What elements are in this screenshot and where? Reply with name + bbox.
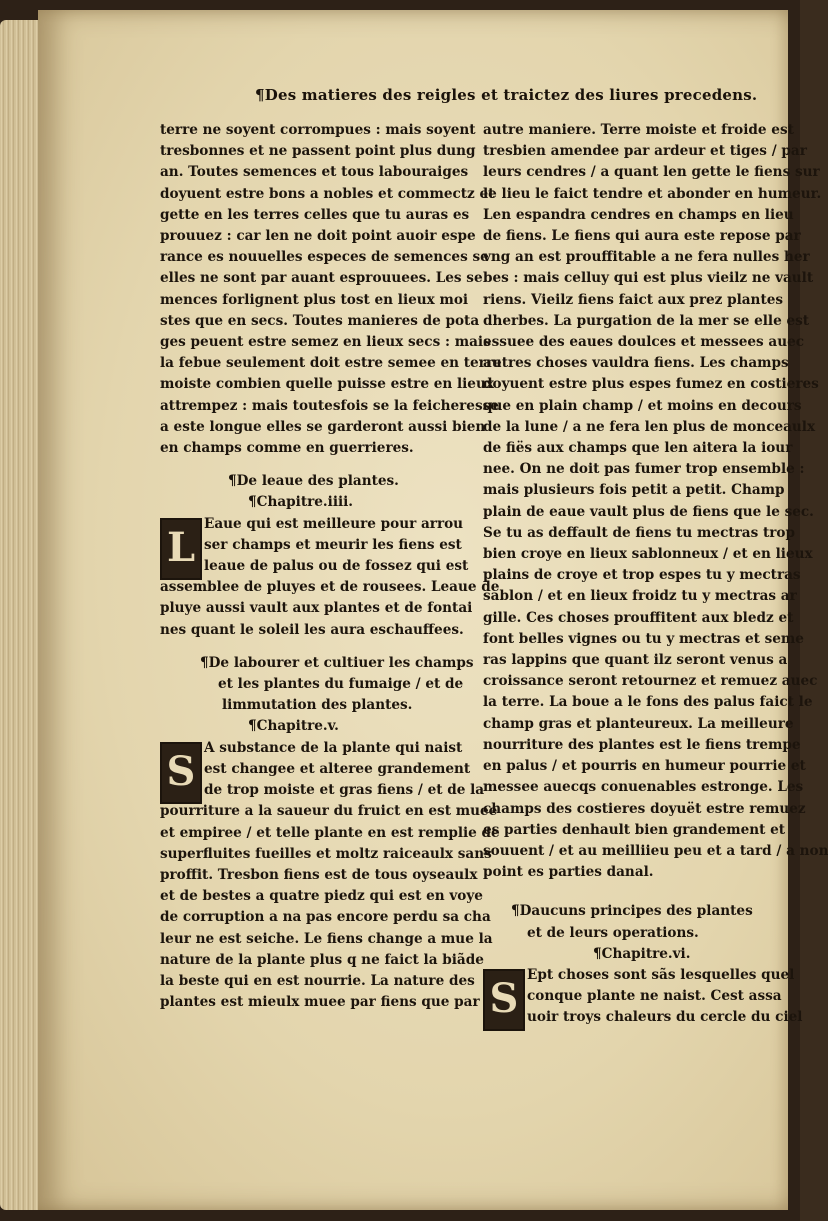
left-column xyxy=(160,120,502,1013)
text-line: Se tu as deffault de fiens tu mectras trop xyxy=(483,524,796,541)
text-line: uoir troys chaleurs du cercle du ciel xyxy=(527,1009,803,1026)
text-line: nes quant le soleil les aura eschauffees. xyxy=(160,621,464,638)
text-line: riens. Vieilz fiens faict aux prez plantes xyxy=(483,291,784,308)
text-line: bes : mais celluy qui est plus vieilz ne vault xyxy=(483,270,814,287)
text-line: mences forlignent plus tost en lieux moi xyxy=(160,291,469,308)
text-line: autre maniere. Terre moiste et froide est xyxy=(483,122,794,138)
text-line: elles ne sont par auant esprouuees. Les se xyxy=(160,270,483,287)
text-line: autres choses vauldra fiens. Les champs xyxy=(483,355,789,372)
right-paragraph-2 xyxy=(483,965,803,1029)
section-heading: et de leurs operations. xyxy=(527,924,699,941)
text-line: stes que en secs. Toutes manieres de pota xyxy=(160,312,480,329)
text-line: bien croye en lieux sablonneux / et en lieux xyxy=(483,546,813,563)
text-line: nature de la plante plus q ne faict la biãde xyxy=(160,951,484,968)
decorated-initial: S xyxy=(160,742,202,804)
text-line: de fiens. Le fiens qui aura este repose par xyxy=(483,228,801,245)
text-line: A substance de la plante qui naist xyxy=(204,739,463,756)
text-line: sablon / et en lieux froidz tu y mectras ar xyxy=(483,588,797,605)
text-line: champs des costieres doyuët estre remuez xyxy=(483,800,806,817)
decorated-initial: L xyxy=(160,518,202,580)
text-line: souuent / et au meilliieu peu et a tard / a non xyxy=(483,842,828,859)
text-line: ras lappins que quant ilz seront venus a xyxy=(483,652,788,669)
section-heading: et les plantes du fumaige / et de xyxy=(218,676,464,693)
chapter-heading: ¶Chapitre.v. xyxy=(248,718,339,735)
text-line: terre ne soyent corrompues : mais soyent xyxy=(160,122,476,138)
text-line: de corruption a na pas encore perdu sa cha xyxy=(160,909,491,926)
text-line: en palus / et pourris en humeur pourrie et xyxy=(483,758,806,775)
decorated-initial: S xyxy=(483,969,525,1031)
left-paragraph-3 xyxy=(160,738,500,1014)
text-line: et de bestes a quatre piedz qui est en voye xyxy=(160,888,483,905)
text-line: croissance seront retournez et remuez auec xyxy=(483,673,818,690)
left-paragraph-1 xyxy=(160,120,502,459)
text-line: leaue de palus ou de fossez qui est xyxy=(204,558,469,575)
section-heading: ¶De leaue des plantes. xyxy=(228,473,399,490)
text-line: et empiree / et telle plante en est remplie de xyxy=(160,824,500,841)
text-line: la terre. La boue a le fons des palus faict le xyxy=(483,694,813,711)
text-line: conque plante ne naist. Cest assa xyxy=(527,988,782,1005)
text-line: ser champs et meurir les fiens est xyxy=(204,536,462,553)
text-line: de trop moiste et gras fiens / et de la xyxy=(204,782,485,799)
section-heading: ¶Daucuns principes des plantes xyxy=(511,903,753,920)
text-line: dherbes. La purgation de la mer se elle est xyxy=(483,312,810,329)
text-line: es parties denhault bien grandement et xyxy=(483,821,786,838)
chapter-heading: ¶Chapitre.iiii. xyxy=(248,494,354,511)
text-line: point es parties danal. xyxy=(483,864,654,881)
text-line: essuee des eaues doulces et messees auec xyxy=(483,334,805,351)
right-column xyxy=(483,120,828,1029)
text-line: Eaue qui est meilleure pour arrou xyxy=(204,515,464,532)
section-heading: ¶De labourer et cultiuer les champs xyxy=(200,654,474,671)
text-line: est changee et alteree grandement xyxy=(204,760,471,777)
text-line: pourriture a la saueur du fruict en est muee xyxy=(160,803,498,820)
text-line: vng an est prouffitable a ne fera nulles her xyxy=(483,249,810,266)
text-line: plain de eaue vault plus de fiens que le sec. xyxy=(483,503,814,520)
text-line: gille. Ces choses prouffitent aux bledz et xyxy=(483,609,794,626)
text-line: tresbonnes et ne passent point plus dung xyxy=(160,143,476,160)
text-line: superfluites fueilles et moltz raiceaulx sans xyxy=(160,845,492,862)
running-head: ¶Des matieres des reigles et traictez des liures precedens. xyxy=(255,86,758,104)
text-line: messee auecqs conuenables estronge. Les xyxy=(483,779,804,796)
text-line: de fiës aux champs que len aitera la iour xyxy=(483,440,793,457)
text-line: tresbien amendee par ardeur et tiges / par xyxy=(483,143,807,160)
text-line: assemblee de pluyes et de rousees. Leaue de xyxy=(160,579,500,596)
text-line: plains de croye et trop espes tu y mectras xyxy=(483,567,801,584)
left-paragraph-2 xyxy=(160,514,500,641)
text-line: ges peuent estre semez en lieux secs : mais xyxy=(160,334,491,351)
text-line: doyuent estre plus espes fumez en costieres xyxy=(483,376,819,393)
text-line: mais plusieurs fois petit a petit. Champ xyxy=(483,482,785,499)
text-line: nourriture des plantes est le fiens trempe xyxy=(483,736,801,753)
text-line: Len espandra cendres en champs en lieu xyxy=(483,206,794,223)
section-heading: limmutation des plantes. xyxy=(222,697,413,714)
text-line: prouuez : car len ne doit point auoir espe xyxy=(160,228,476,245)
chapter-heading: ¶Chapitre.vi. xyxy=(593,945,691,962)
text-line: leurs cendres / a quant len gette le fiens sur xyxy=(483,164,820,181)
text-line: la beste qui en est nourrie. La nature des xyxy=(160,972,475,989)
text-line: de la lune / a ne fera len plus de monceaulx xyxy=(483,418,816,435)
text-line: moiste combien quelle puisse estre en lieux xyxy=(160,376,494,393)
text-line: Ept choses sont sãs lesquelles quel xyxy=(527,966,795,983)
text-line: plantes est mieulx muee par fiens que par xyxy=(160,994,480,1011)
text-line: en champs comme en guerrieres. xyxy=(160,440,414,457)
text-line: champ gras et planteureux. La meilleure xyxy=(483,715,794,732)
text-line: pluye aussi vault aux plantes et de fontai xyxy=(160,600,473,617)
text-line: gette en les terres celles que tu auras es xyxy=(160,206,470,223)
text-line: que en plain champ / et moins en decours xyxy=(483,397,802,414)
text-line: la febue seulement doit estre semee en terre xyxy=(160,355,502,372)
text-line: le lieu le faict tendre et abonder en humeur. xyxy=(483,185,822,202)
text-line: proffit. Tresbon fiens est de tous oyseaulx xyxy=(160,866,478,883)
text-line: attrempez : mais toutesfois se la feicheresse xyxy=(160,397,499,414)
text-line: rance es nouuelles especes de semences se xyxy=(160,249,489,266)
text-line: leur ne est seiche. Le fiens change a mue la xyxy=(160,930,493,947)
text-line: doyuent estre bons a nobles et commectz et xyxy=(160,185,495,202)
text-line: nee. On ne doit pas fumer trop ensemble : xyxy=(483,461,805,478)
text-line: an. Toutes semences et tous labouraiges xyxy=(160,164,469,181)
text-line: font belles vignes ou tu y mectras et seme xyxy=(483,630,804,647)
text-line: a este longue elles se garderont aussi bien xyxy=(160,418,486,435)
right-paragraph-1 xyxy=(483,120,828,883)
